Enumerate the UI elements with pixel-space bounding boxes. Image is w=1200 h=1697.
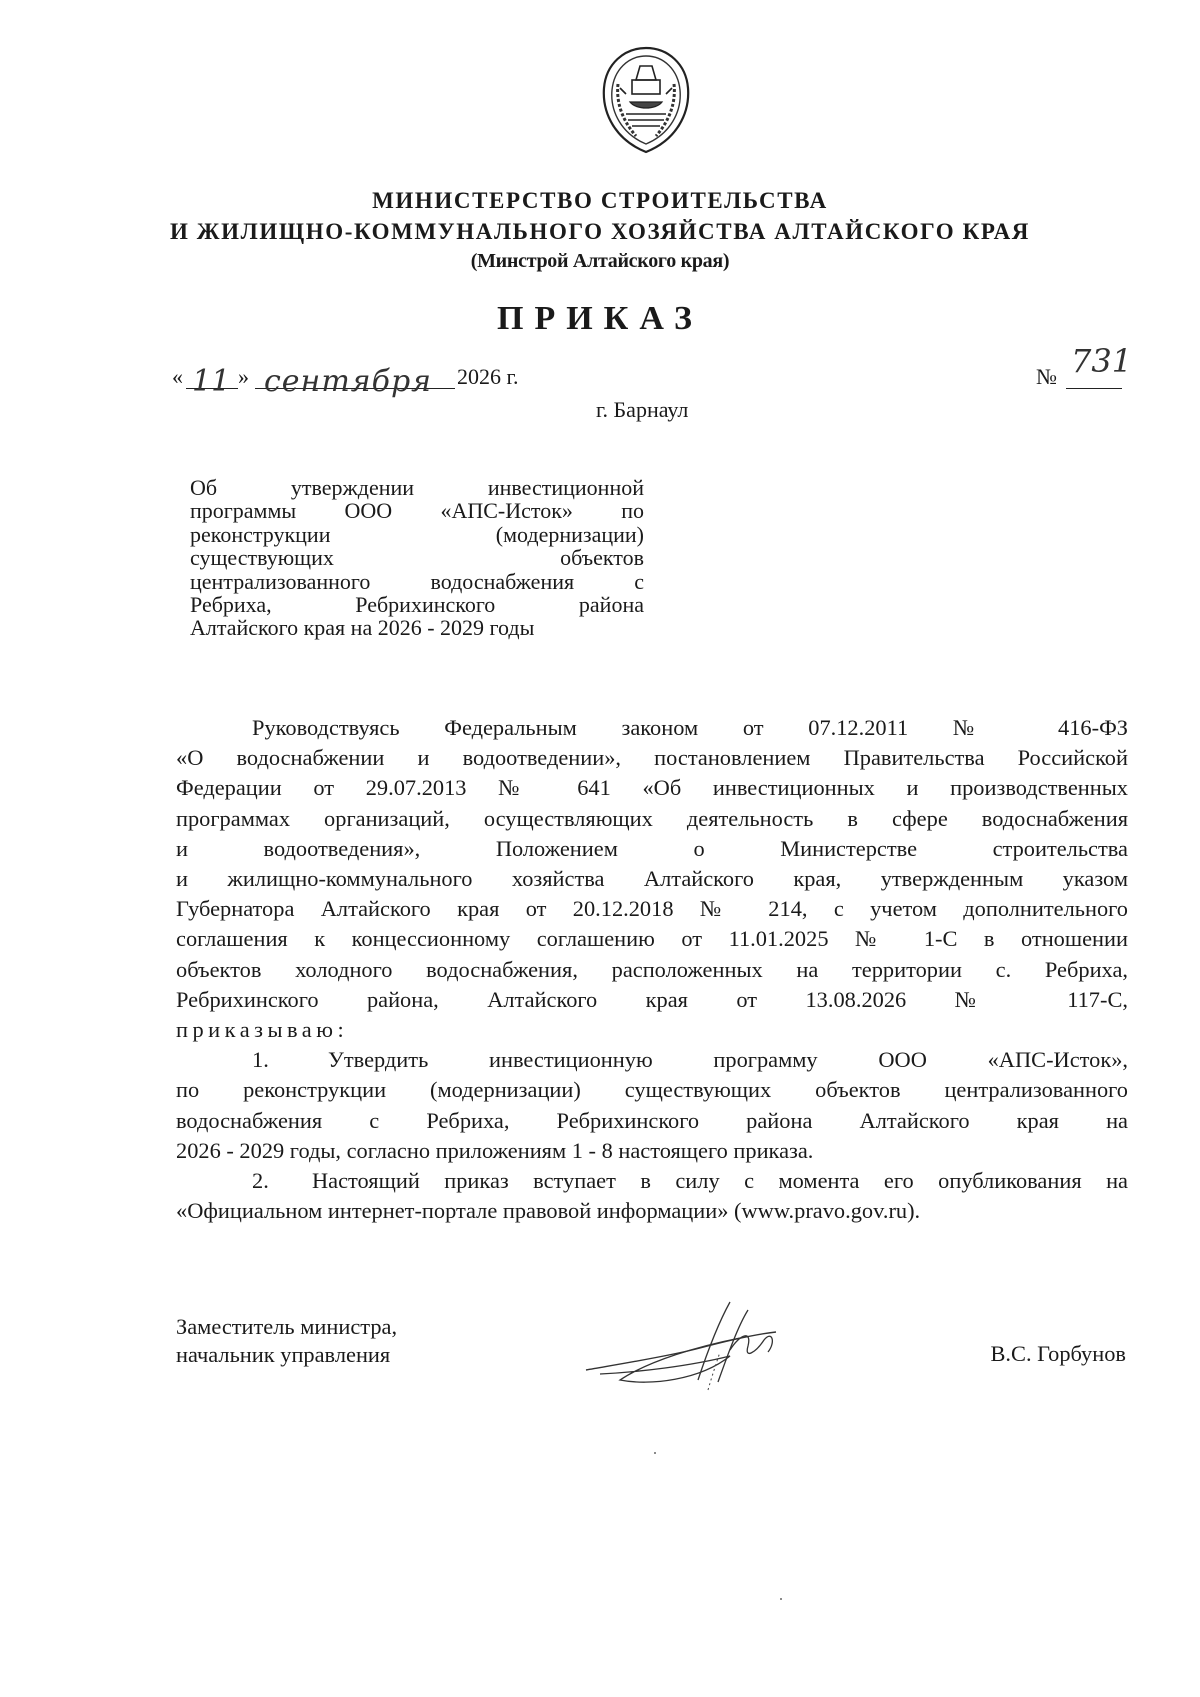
order-word: приказываю: [176, 1017, 349, 1043]
ministry-name-line1: МИНИСТЕРСТВО СТРОИТЕЛЬСТВА [372, 188, 828, 213]
position-line-1: Заместитель министра, [176, 1314, 398, 1339]
item-line: водоснабжения с Ребриха, Ребрихинского района Алтайского края на [176, 1107, 1128, 1133]
quote-open: « [172, 364, 183, 389]
subject-line: Об утверждении инвестиционной [190, 475, 644, 500]
number-underline [1066, 388, 1122, 389]
preamble-line: и жилищно-коммунального хозяйства Алтайского края, утвержденным указом [176, 866, 1128, 892]
signatory-name: В.С. Горбунов [990, 1341, 1126, 1366]
item-2-number: 2. [252, 1168, 269, 1194]
item-1-number: 1. [252, 1047, 269, 1073]
preamble-line: «О водоснабжении и водоотведении», постановлением Правительства Российской [176, 745, 1128, 771]
quote-close: » [238, 364, 249, 389]
document-type-title: ПРИКАЗ [497, 300, 703, 337]
preamble-line: соглашения к концессионному соглашению от 11.01.2025 № 1-С в отношении [176, 926, 1128, 952]
item-line: Утвердить инвестиционную программу ООО «АПС-Исток», [328, 1047, 1128, 1073]
subject-line: программы ООО «АПС-Исток» по [190, 498, 644, 524]
order-date [172, 364, 552, 399]
handwritten-number: 731 [1071, 342, 1133, 380]
order-item-2 [176, 1166, 1128, 1196]
preamble-line: программах организаций, осуществляющих деятельность в сфере водоснабжения [176, 805, 1128, 831]
order-item-1 [176, 1045, 1128, 1075]
subject-line: реконструкции (модернизации) [190, 521, 644, 547]
preamble-line: Ребрихинского района, Алтайского края от 13.08.2026 № 117-С, [176, 986, 1128, 1012]
subject-line: существующих объектов [190, 545, 644, 571]
preamble-line: Губернатора Алтайского края от 20.12.2018 № 214, с учетом дополнительного [176, 896, 1128, 922]
order-year: 2026 г. [457, 364, 519, 389]
item-line: «Официальном интернет-портале правовой информации» (www.pravo.gov.ru). [176, 1198, 921, 1224]
coat-of-arms-emblem [596, 44, 696, 156]
scan-speck [780, 1598, 782, 1600]
item-line: 2026 - 2029 годы, согласно приложениям 1 - 8 настоящего приказа. [176, 1137, 814, 1163]
item-line: Настоящий приказ вступает в силу с момента его опубликования на [312, 1168, 1128, 1194]
preamble-line: объектов холодного водоснабжения, расположенных на территории с. Ребриха, [176, 956, 1128, 982]
subject-line: централизованного водоснабжения с [190, 568, 644, 594]
ministry-short-name: (Минстрой Алтайского края) [470, 250, 730, 272]
order-body [176, 713, 1128, 1226]
order-subject [190, 476, 644, 640]
preamble-line: и водоотведения», Положением о Министерстве строительства [176, 835, 1128, 861]
subject-line: Алтайского края на 2026 - 2029 годы [190, 615, 535, 641]
number-label: № [1036, 364, 1057, 389]
ministry-name-line2: И ЖИЛИЩНО-КОММУНАЛЬНОГО ХОЗЯЙСТВА АЛТАЙСКОГО КРАЯ [169, 219, 1031, 244]
subject-line: Ребриха, Ребрихинского района [190, 592, 644, 618]
order-number [1036, 342, 1156, 394]
issue-city: г. Барнаул [596, 397, 689, 422]
item-line: по реконструкции (модернизации) существующих объектов централизованного [176, 1077, 1128, 1103]
scan-speck [654, 1452, 656, 1454]
signatory-position [176, 1313, 397, 1369]
handwritten-month: сентября [264, 364, 433, 399]
position-line-2: начальник управления [176, 1342, 391, 1367]
handwritten-signature [580, 1290, 820, 1400]
handwritten-day: 11 [192, 364, 231, 399]
preamble-line: Федерации от 29.07.2013 № 641 «Об инвестиционных и производственных [176, 775, 1128, 801]
preamble-line: Руководствуясь Федеральным законом от 07.12.2011 № 416-ФЗ [252, 715, 1128, 740]
